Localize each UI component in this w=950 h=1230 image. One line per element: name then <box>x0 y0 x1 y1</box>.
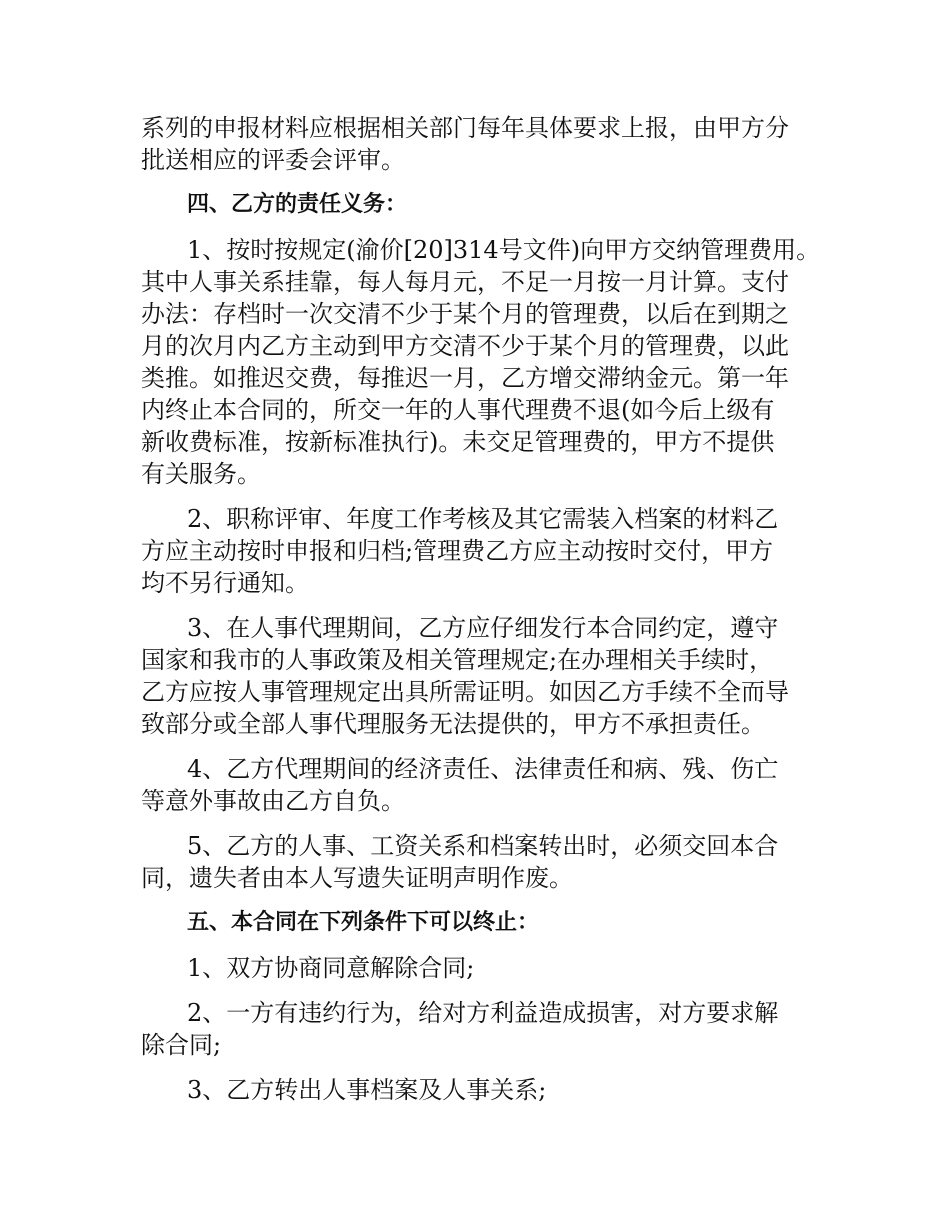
paragraph-line: 5、乙方的人事、工资关系和档案转出时，必须交回本合 <box>187 832 779 860</box>
paragraph <box>141 753 817 817</box>
heading-text: 四、乙方的责任义务： <box>187 192 408 217</box>
paragraph-line: 致部分或全部人事代理服务无法提供的，甲方不承担责任。 <box>141 710 765 738</box>
paragraph <box>141 997 817 1061</box>
paragraph <box>141 112 817 176</box>
paragraph <box>141 234 821 490</box>
section-heading <box>141 189 817 221</box>
section-heading <box>141 907 817 939</box>
heading-text: 五、本合同在下列条件下可以终止： <box>187 910 540 935</box>
paragraph-line: 类推。如推迟交费，每推迟一月，乙方增交滞纳金元。第一年 <box>141 364 789 392</box>
paragraph-line: 等意外事故由乙方自负。 <box>141 787 405 815</box>
paragraph <box>141 952 817 984</box>
paragraph-line: 除合同; <box>141 1031 222 1059</box>
paragraph <box>141 830 817 894</box>
paragraph-line: 方应主动按时申报和归档;管理费乙方应主动按时交付，甲方 <box>141 537 774 565</box>
paragraph-line: 3、在人事代理期间，乙方应仔细发行本合同约定，遵守 <box>187 614 779 642</box>
paragraph-line: 月的次月内乙方主动到甲方交清不少于某个月的管理费，以此 <box>141 332 789 360</box>
paragraph <box>141 612 817 740</box>
paragraph-line: 1、双方协商同意解除合同; <box>187 954 475 982</box>
paragraph-line: 乙方应按人事管理规定出具所需证明。如因乙方手续不全而导 <box>141 678 789 706</box>
paragraph-line: 2、职称评审、年度工作考核及其它需装入档案的材料乙 <box>187 505 779 533</box>
paragraph-line: 其中人事关系挂靠，每人每月元，不足一月按一月计算。支付 <box>141 268 789 296</box>
paragraph-line: 国家和我市的人事政策及相关管理规定;在办理相关手续时， <box>141 646 774 674</box>
paragraph-line: 3、乙方转出人事档案及人事关系; <box>187 1076 547 1104</box>
paragraph <box>141 503 817 599</box>
paragraph-line: 办法：存档时一次交清不少于某个月的管理费，以后在到期之 <box>141 300 789 328</box>
paragraph-line: 系列的申报材料应根据相关部门每年具体要求上报，由甲方分 <box>141 114 789 142</box>
paragraph-line: 有关服务。 <box>141 460 261 488</box>
paragraph-line: 内终止本合同的，所交一年的人事代理费不退(如今后上级有 <box>141 396 775 424</box>
paragraph-line: 1、按时按规定(渝价[20]314号文件)向甲方交纳管理费用。 <box>187 236 821 264</box>
paragraph-line: 2、一方有违约行为，给对方利益造成损害，对方要求解 <box>187 999 779 1027</box>
paragraph-line: 批送相应的评委会评审。 <box>141 146 405 174</box>
paragraph-line: 新收费标准，按新标准执行)。未交足管理费的，甲方不提供 <box>141 428 775 456</box>
paragraph-line: 4、乙方代理期间的经济责任、法律责任和病、残、伤亡 <box>187 755 779 783</box>
paragraph <box>141 1074 817 1106</box>
paragraph-line: 同，遗失者由本人写遗失证明声明作废。 <box>141 864 573 892</box>
document-body <box>141 112 821 1119</box>
paragraph-line: 均不另行通知。 <box>141 569 309 597</box>
